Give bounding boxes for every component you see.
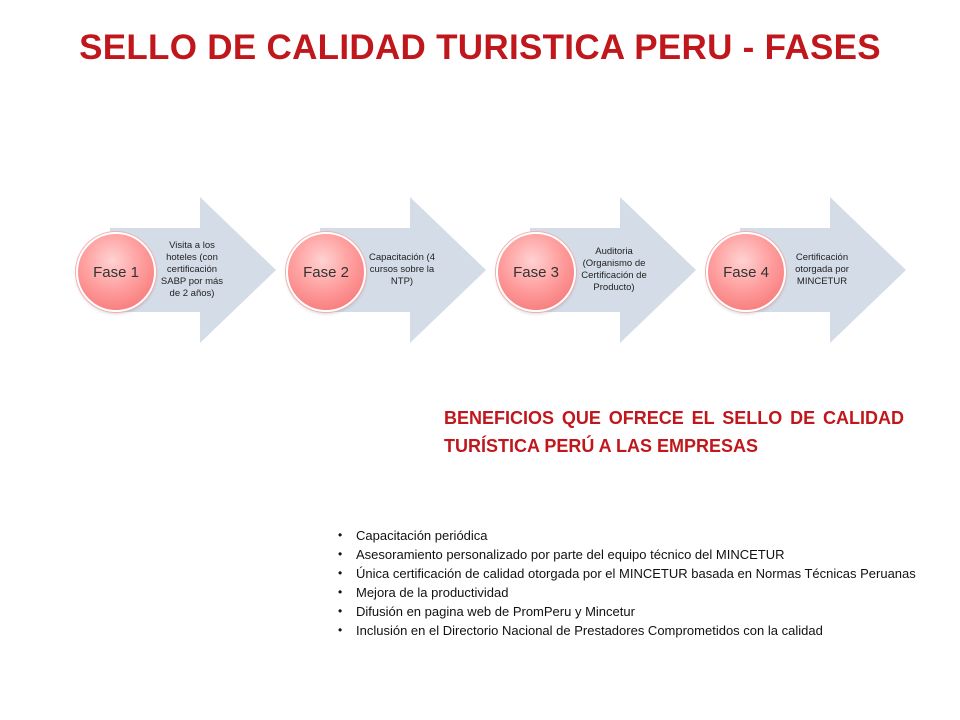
phase-3-description: Auditoria (Organismo de Certificación de Producto) [581, 246, 647, 293]
phase-4 [710, 195, 910, 345]
phase-1-description: Visita a los hoteles (con certificación SABP por más de 2 años) [160, 240, 224, 299]
list-item [338, 621, 916, 640]
list-item [338, 602, 916, 621]
phase-4-circle: Fase 4 [706, 232, 786, 312]
benefits-list [338, 526, 916, 640]
phase-2 [290, 195, 490, 345]
phase-2-circle: Fase 2 [286, 232, 366, 312]
bullet-icon: • [338, 547, 343, 561]
phase-3-circle: Fase 3 [496, 232, 576, 312]
bullet-icon: • [338, 585, 343, 599]
benefits-heading: BENEFICIOS QUE OFRECE EL SELLO DE CALIDAD TURÍSTICA PERÚ A LAS EMPRESAS [444, 408, 904, 456]
phase-1-circle: Fase 1 [76, 232, 156, 312]
bullet-icon: • [338, 604, 343, 618]
bullet-icon: • [338, 528, 343, 542]
benefit-text: Asesoramiento personalizado por parte del equipo técnico del MINCETUR [356, 547, 785, 562]
benefit-text: Difusión en pagina web de PromPeru y Mincetur [356, 604, 635, 619]
list-item [338, 526, 916, 545]
phase-2-description: Capacitación (4 cursos sobre la NTP) [368, 252, 435, 287]
benefit-text: Única certificación de calidad otorgada por el MINCETUR basada en Normas Técnicas Peruanas [356, 566, 916, 581]
bullet-icon: • [338, 566, 343, 580]
list-item [338, 564, 916, 583]
phase-3 [500, 195, 700, 345]
list-item [338, 545, 916, 564]
list-item [338, 583, 916, 602]
phase-4-description: Certificación otorgada por MINCETUR [795, 252, 849, 287]
bullet-icon: • [338, 623, 343, 637]
benefit-text: Inclusión en el Directorio Nacional de Prestadores Comprometidos con la calidad [356, 623, 823, 638]
benefit-text: Capacitación periódica [356, 528, 488, 543]
phase-1 [80, 195, 280, 345]
page-title: SELLO DE CALIDAD TURISTICA PERU - FASES [79, 28, 881, 67]
benefit-text: Mejora de la productividad [356, 585, 509, 600]
